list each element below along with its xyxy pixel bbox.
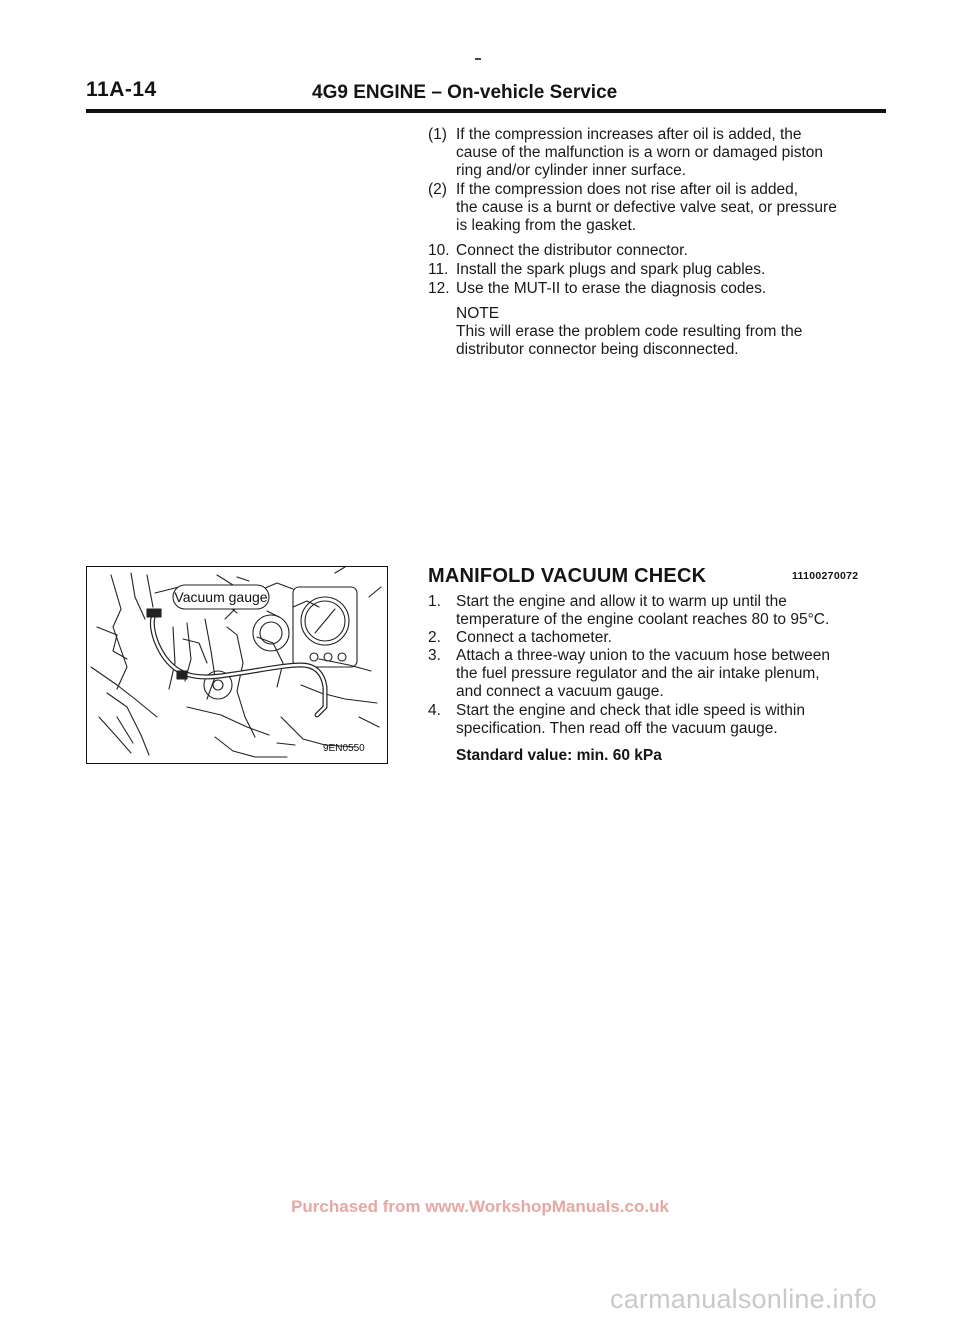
step-line: temperature of the engine coolant reaches 80 to 95°C. [456, 611, 830, 628]
note-line: is leaking from the gasket. [456, 217, 637, 234]
step-line: Start the engine and check that idle speed is within [456, 702, 805, 719]
note-block-line: distributor connector being disconnected. [456, 341, 739, 358]
step-number: 1. [428, 593, 441, 610]
note-label: NOTE [456, 305, 500, 322]
note-line: ring and/or cylinder inner surface. [456, 162, 687, 179]
page-number: 11A-14 [86, 78, 157, 101]
section-heading: MANIFOLD VACUUM CHECK [428, 565, 707, 587]
note-number: (2) [428, 181, 447, 198]
step-line: specification. Then read off the vacuum gauge. [456, 720, 778, 737]
note-line: cause of the malfunction is a worn or damaged piston [456, 144, 824, 161]
note-block-line: This will erase the problem code resulting from the [456, 323, 803, 340]
standard-value: Standard value: min. 60 kPa [456, 747, 662, 764]
step-text: Connect the distributor connector. [456, 242, 688, 259]
step-number: 12. [428, 280, 450, 297]
step-number: 4. [428, 702, 441, 719]
figure-code: 9EN0550 [323, 743, 365, 754]
step-number: 3. [428, 647, 441, 664]
step-number: 2. [428, 629, 441, 646]
step-line: Attach a three-way union to the vacuum hose between [456, 647, 830, 664]
header-rule [86, 109, 886, 113]
step-number: 11. [428, 261, 449, 278]
step-number: 10. [428, 242, 450, 259]
note-line: the cause is a burnt or defective valve seat, or pressure [456, 199, 837, 216]
step-line: Connect a tachometer. [456, 629, 612, 646]
note-block [456, 305, 896, 359]
step-line: and connect a vacuum gauge. [456, 683, 664, 700]
note-line: If the compression does not rise after oil is added, [456, 181, 799, 198]
site-watermark: carmanualsonline.info [610, 1284, 877, 1314]
step-line: Start the engine and allow it to warm up until the [456, 593, 787, 610]
step-text: Use the MUT-II to erase the diagnosis codes. [456, 280, 767, 297]
page-title: 4G9 ENGINE – On-vehicle Service [312, 82, 618, 103]
footer-purchase-notice: Purchased from www.WorkshopManuals.co.uk [291, 1197, 669, 1216]
engine-vacuum-gauge-illustration [86, 566, 388, 764]
section-reference-code: 11100270072 [792, 570, 859, 582]
figure-label: Vacuum gauge [174, 589, 268, 605]
note-number: (1) [428, 126, 447, 143]
top-dash-mark [475, 58, 481, 60]
illustration-drawing [87, 567, 387, 763]
note-line: If the compression increases after oil is added, the [456, 126, 802, 143]
step-text: Install the spark plugs and spark plug cables. [456, 261, 766, 278]
step-line: the fuel pressure regulator and the air intake plenum, [456, 665, 820, 682]
